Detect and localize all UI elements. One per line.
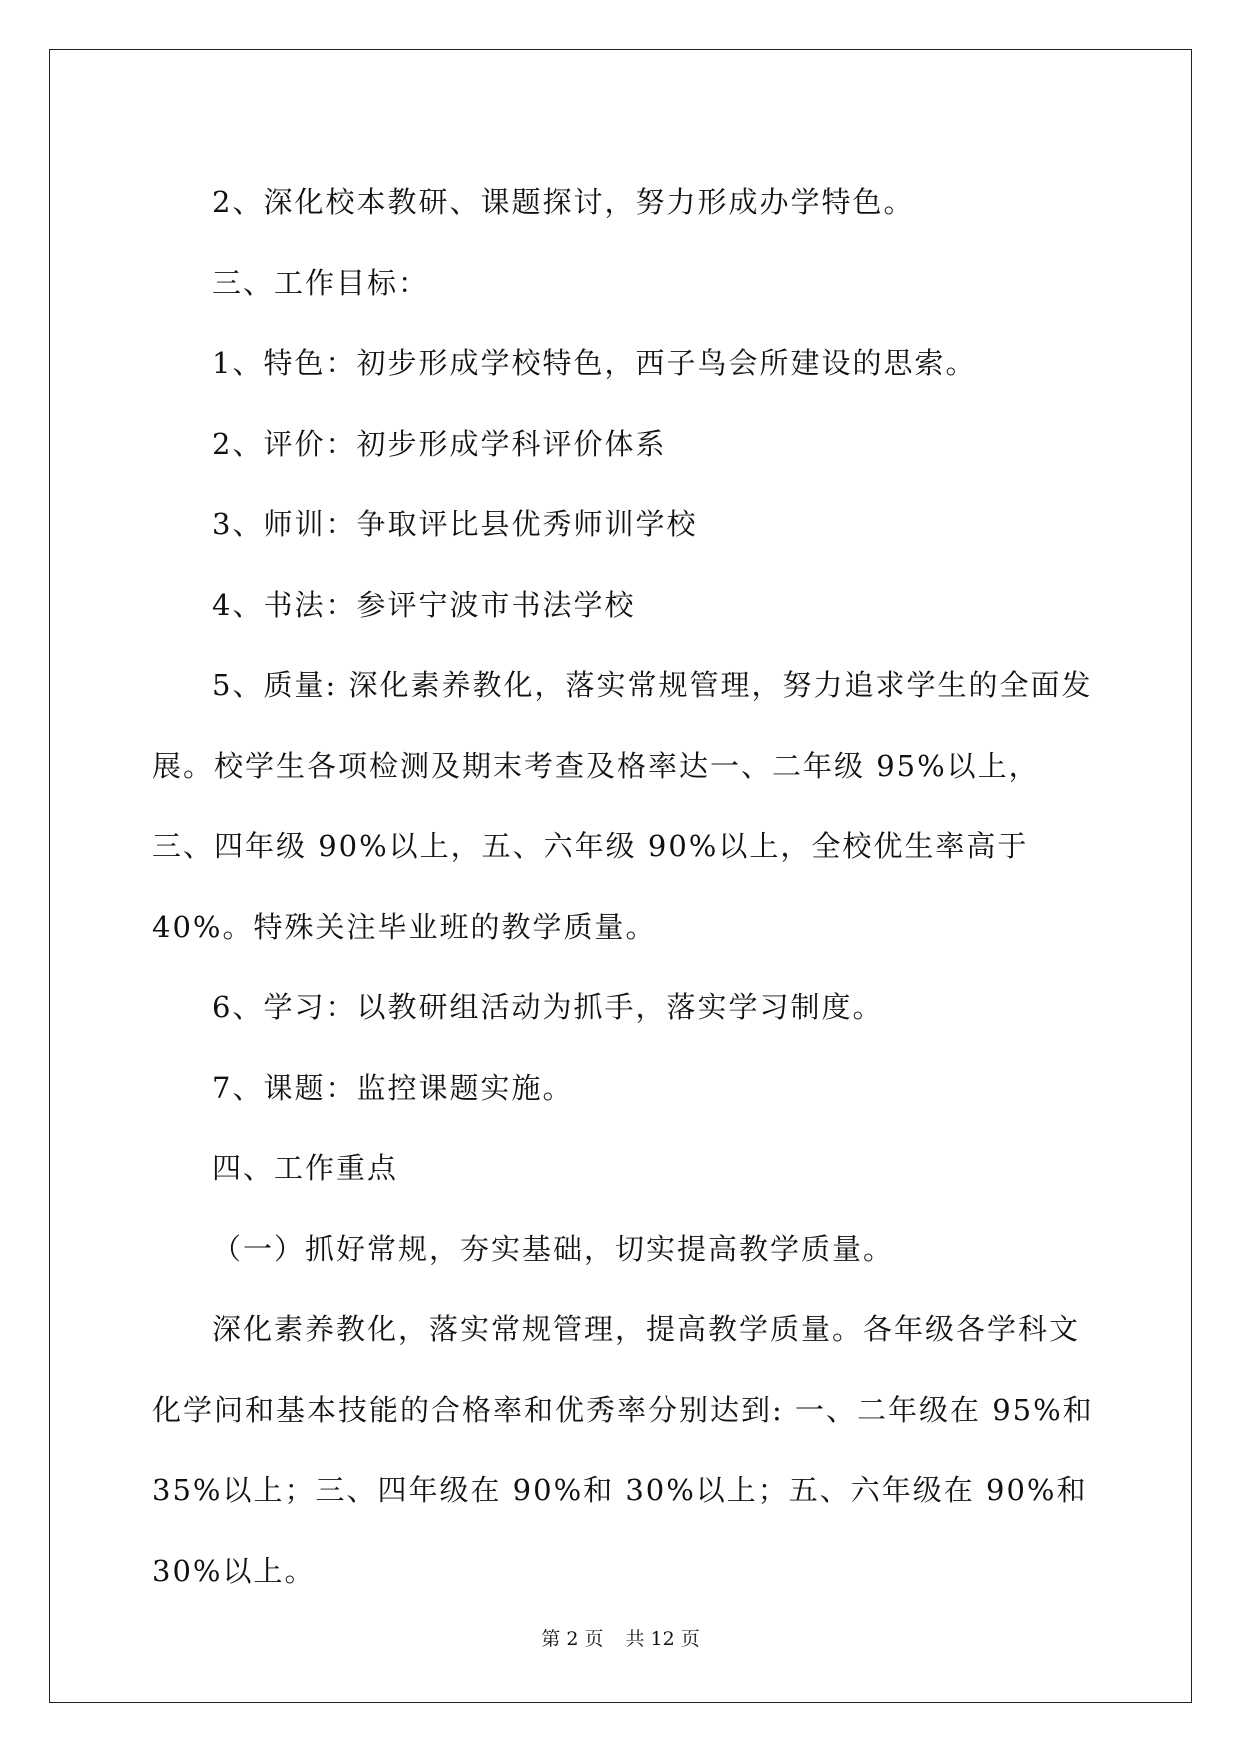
section-heading: 三、工作目标： [212, 265, 430, 300]
paragraph: 6、学习：以教研组活动为抓手，落实学习制度。 [212, 990, 884, 1024]
paragraph: 4、书法：参评宁波市书法学校 [212, 587, 636, 622]
subsection-heading: （一）抓好常规，夯实基础，切实提高教学质量。 [212, 1231, 895, 1266]
page-number-total: 共 12 页 [625, 1628, 700, 1650]
page-number-current: 第 2 页 [541, 1628, 604, 1650]
paragraph: 7、课题：监控课题实施。 [212, 1070, 574, 1105]
paragraph: 2、评价：初步形成学科评价体系 [212, 426, 667, 461]
paragraph: 3、师训：争取评比县优秀师训学校 [212, 507, 698, 541]
paragraph: 2、深化校本教研、课题探讨，努力形成办学特色。 [212, 185, 915, 219]
paragraph: 1、特色：初步形成学校特色，西子鸟会所建设的思索。 [212, 346, 977, 380]
page-footer [0, 1627, 1241, 1651]
paragraph: 深化素养教化，落实常规管理，提高教学质量。各年级各学科文化学问和基本技能的合格率和优秀率分别达到: 一、二年级在 95%和 35%以上；三、四年级在 90%和 30%以上；五、六年级在 90%和 30%以上。 [152, 1312, 1094, 1588]
document-body [152, 162, 1098, 1611]
paragraph: 5、质量: 深化素养教化，落实常规管理，努力追求学生的全面发展。校学生各项检测及期末考查及格率达一、二年级 95%以上，三、四年级 90%以上，五、六年级 90%以上，全校优生率高于 40%。特殊关注毕业班的教学质量。 [152, 668, 1093, 944]
section-heading: 四、工作重点 [212, 1151, 399, 1185]
